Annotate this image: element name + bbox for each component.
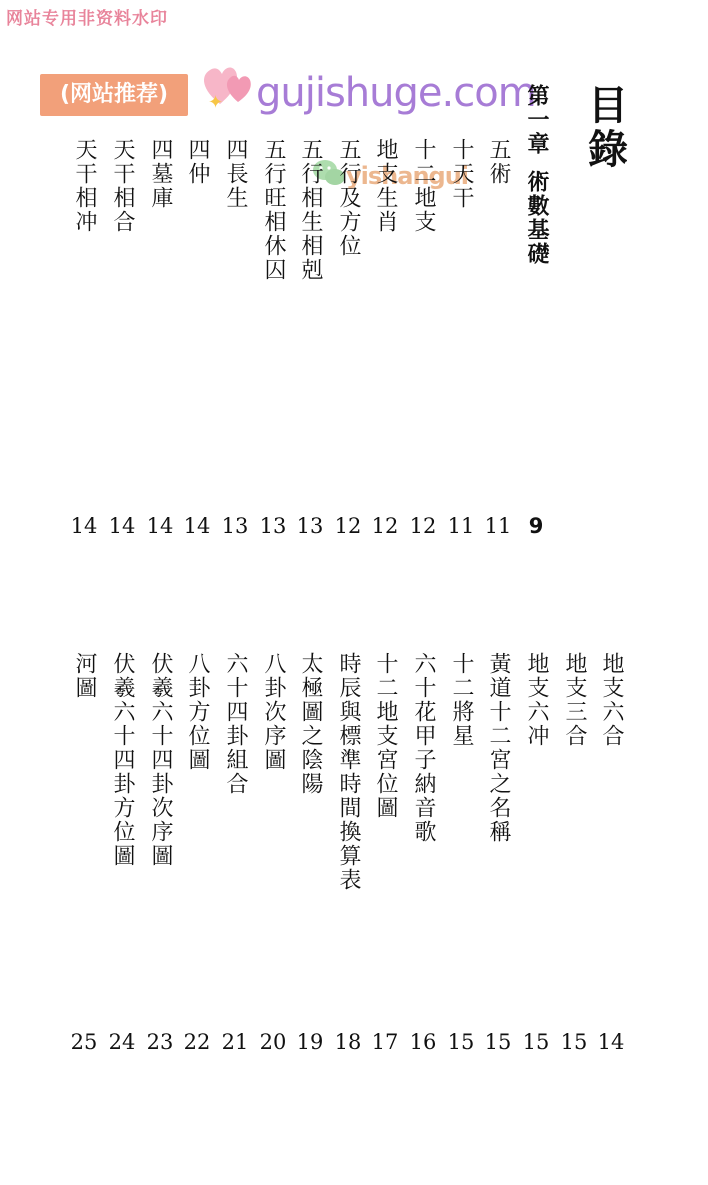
toc-page-number: 25 [70,1030,98,1054]
toc-entry: 四仲 [185,138,210,186]
toc-entry: 十二將星 [449,652,474,748]
toc-entry: 天干相冲 [72,138,97,234]
toc-page-number: 15 [484,1030,512,1054]
toc-page-number: 12 [371,514,399,538]
toc-entry: 五行旺相休囚 [261,138,286,282]
toc-page-number: 18 [334,1030,362,1054]
toc-page-number: 13 [259,514,287,538]
toc-entry: 地支三合 [562,652,587,748]
toc-page-number: 11 [484,514,512,538]
toc-page-number: 14 [146,514,174,538]
page-title [586,84,630,172]
toc-entry: 六十四卦組合 [223,652,248,796]
toc-entry: 伏羲六十四卦方位圖 [110,652,135,868]
toc-page-number: 24 [108,1030,136,1054]
toc-entry: 地支六冲 [524,652,549,748]
toc-entry: 十天干 [449,138,474,210]
toc-entry: 地支六合 [599,652,624,748]
toc-entry: 六十花甲子納音歌 [411,652,436,844]
toc-entry: 四長生 [223,138,248,210]
toc-page-number: 22 [183,1030,211,1054]
toc-page-number: 12 [334,514,362,538]
toc-entry: 五行及方位 [336,138,361,258]
toc-page-number: 12 [409,514,437,538]
toc-entry: 天干相合 [110,138,135,234]
toc-entry: 時辰與標準時間換算表 [336,652,361,892]
watermark-text: 网站专用非资料水印 [6,9,168,29]
chapter-label: 第一章 [524,84,549,156]
toc-page-number: 15 [522,1030,550,1054]
toc-page-number: 14 [108,514,136,538]
toc-entry: 太極圖之陰陽 [298,652,323,796]
toc-entry: 十二地支宮位圖 [373,652,398,820]
toc-page-number: 14 [183,514,211,538]
toc-entry: 伏羲六十四卦次序圖 [148,652,173,868]
toc-entry: 十二地支 [411,138,436,234]
toc-page-number: 14 [70,514,98,538]
toc-entry: 地支生肖 [373,138,398,234]
toc-entry: 河圖 [72,652,97,700]
toc-entry: 八卦方位圖 [185,652,210,772]
toc-page-number: 20 [259,1030,287,1054]
toc-entry: 五術 [486,138,511,186]
toc-page-number: 11 [447,514,475,538]
toc-page-number: 15 [560,1030,588,1054]
toc-page-number: 17 [371,1030,399,1054]
toc-page-number: 23 [146,1030,174,1054]
chapter-name: 術數基礎 [524,170,549,266]
overlay-watermark-text: yishangui [346,162,469,190]
toc-entry: 黃道十二宮之名稱 [486,652,511,844]
toc-entry: 八卦次序圖 [261,652,286,772]
sparkle-icon: ✦ [208,92,224,113]
page-title-text: 目錄 [588,83,628,173]
toc-entry: 五行相生相剋 [298,138,323,282]
toc-page-number: 16 [409,1030,437,1054]
toc-page-number: 19 [296,1030,324,1054]
site-recommend-badge[interactable]: (网站推荐) [40,74,188,116]
toc-page-number: 14 [597,1030,625,1054]
site-url-link[interactable]: gujishuge.com [256,70,536,116]
toc-entry: 四墓庫 [148,138,173,210]
toc-page-number: 13 [221,514,249,538]
chapter-page-number: 9 [528,514,544,538]
toc-page-number: 13 [296,514,324,538]
toc-page-number: 21 [221,1030,249,1054]
toc-page-number: 15 [447,1030,475,1054]
chapter-heading [521,84,551,266]
hearts-icon [198,58,258,110]
